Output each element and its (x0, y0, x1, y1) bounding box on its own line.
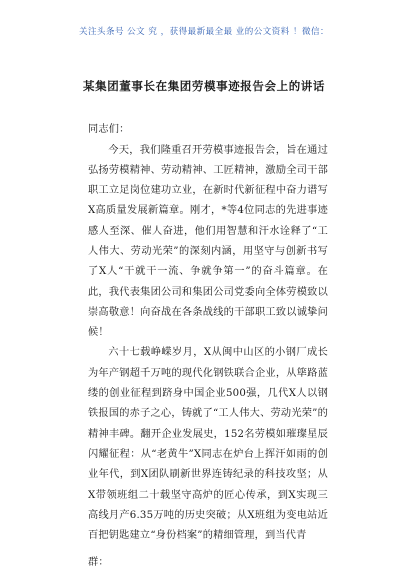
greeting: 同志们： (88, 124, 130, 135)
document-body (88, 120, 328, 546)
promo-header: 关注头条号 公文 究 ，获得最新最全最 业的公文资料 ！微信： (78, 27, 329, 37)
paragraph-2: 六十七载峥嵘岁月，X从闽中山区的小钢厂成长为年产钢超千万吨的现代化钢铁联合企业，从筚路蓝缕的创业征程到跻身中国企业500强，几代X人以钢铁报国的赤子之心，铸就了“工人伟大、劳动光荣”的精神丰碑。翻开企业发展史，152名劳模如璀璨星辰闪耀征程：从“老黄牛”X同志在炉台上挥汗如雨的创业年代，到X团队刷新世界连铸纪录的科技攻坚；从X带领班组二十载坚守高炉的匠心传承，到X实现三高线月产6.35万吨的历史突破；从X班组为变电站近百把钥匙建立“身份档案”的精细管理，到当代青 (88, 347, 328, 542)
paragraph-1: 今天，我们隆重召开劳模事迹报告会，旨在通过弘扬劳模精神、劳动精神、工匠精神，激励全司干部职工立足岗位建功立业，在新时代新征程中奋力谱写X高质量发展新篇章。刚才，*等4位同志的先进事迹感人至深、催人奋进，他们用智慧和汗水诠释了“工人伟大、劳动光荣”的深刻内涵，用坚守与创新书写了X人“干就干一流、争就争第一”的奋斗篇章。在此，我代表集团公司和集团公司党委向全体劳模致以崇高敬意！向奋战在各条战线的干部职工致以诚挚问候！ (88, 144, 328, 339)
document-title: 某集团董事长在集团劳模事迹报告会上的讲话 (83, 79, 325, 93)
footer-fragment: 群： (88, 557, 109, 568)
